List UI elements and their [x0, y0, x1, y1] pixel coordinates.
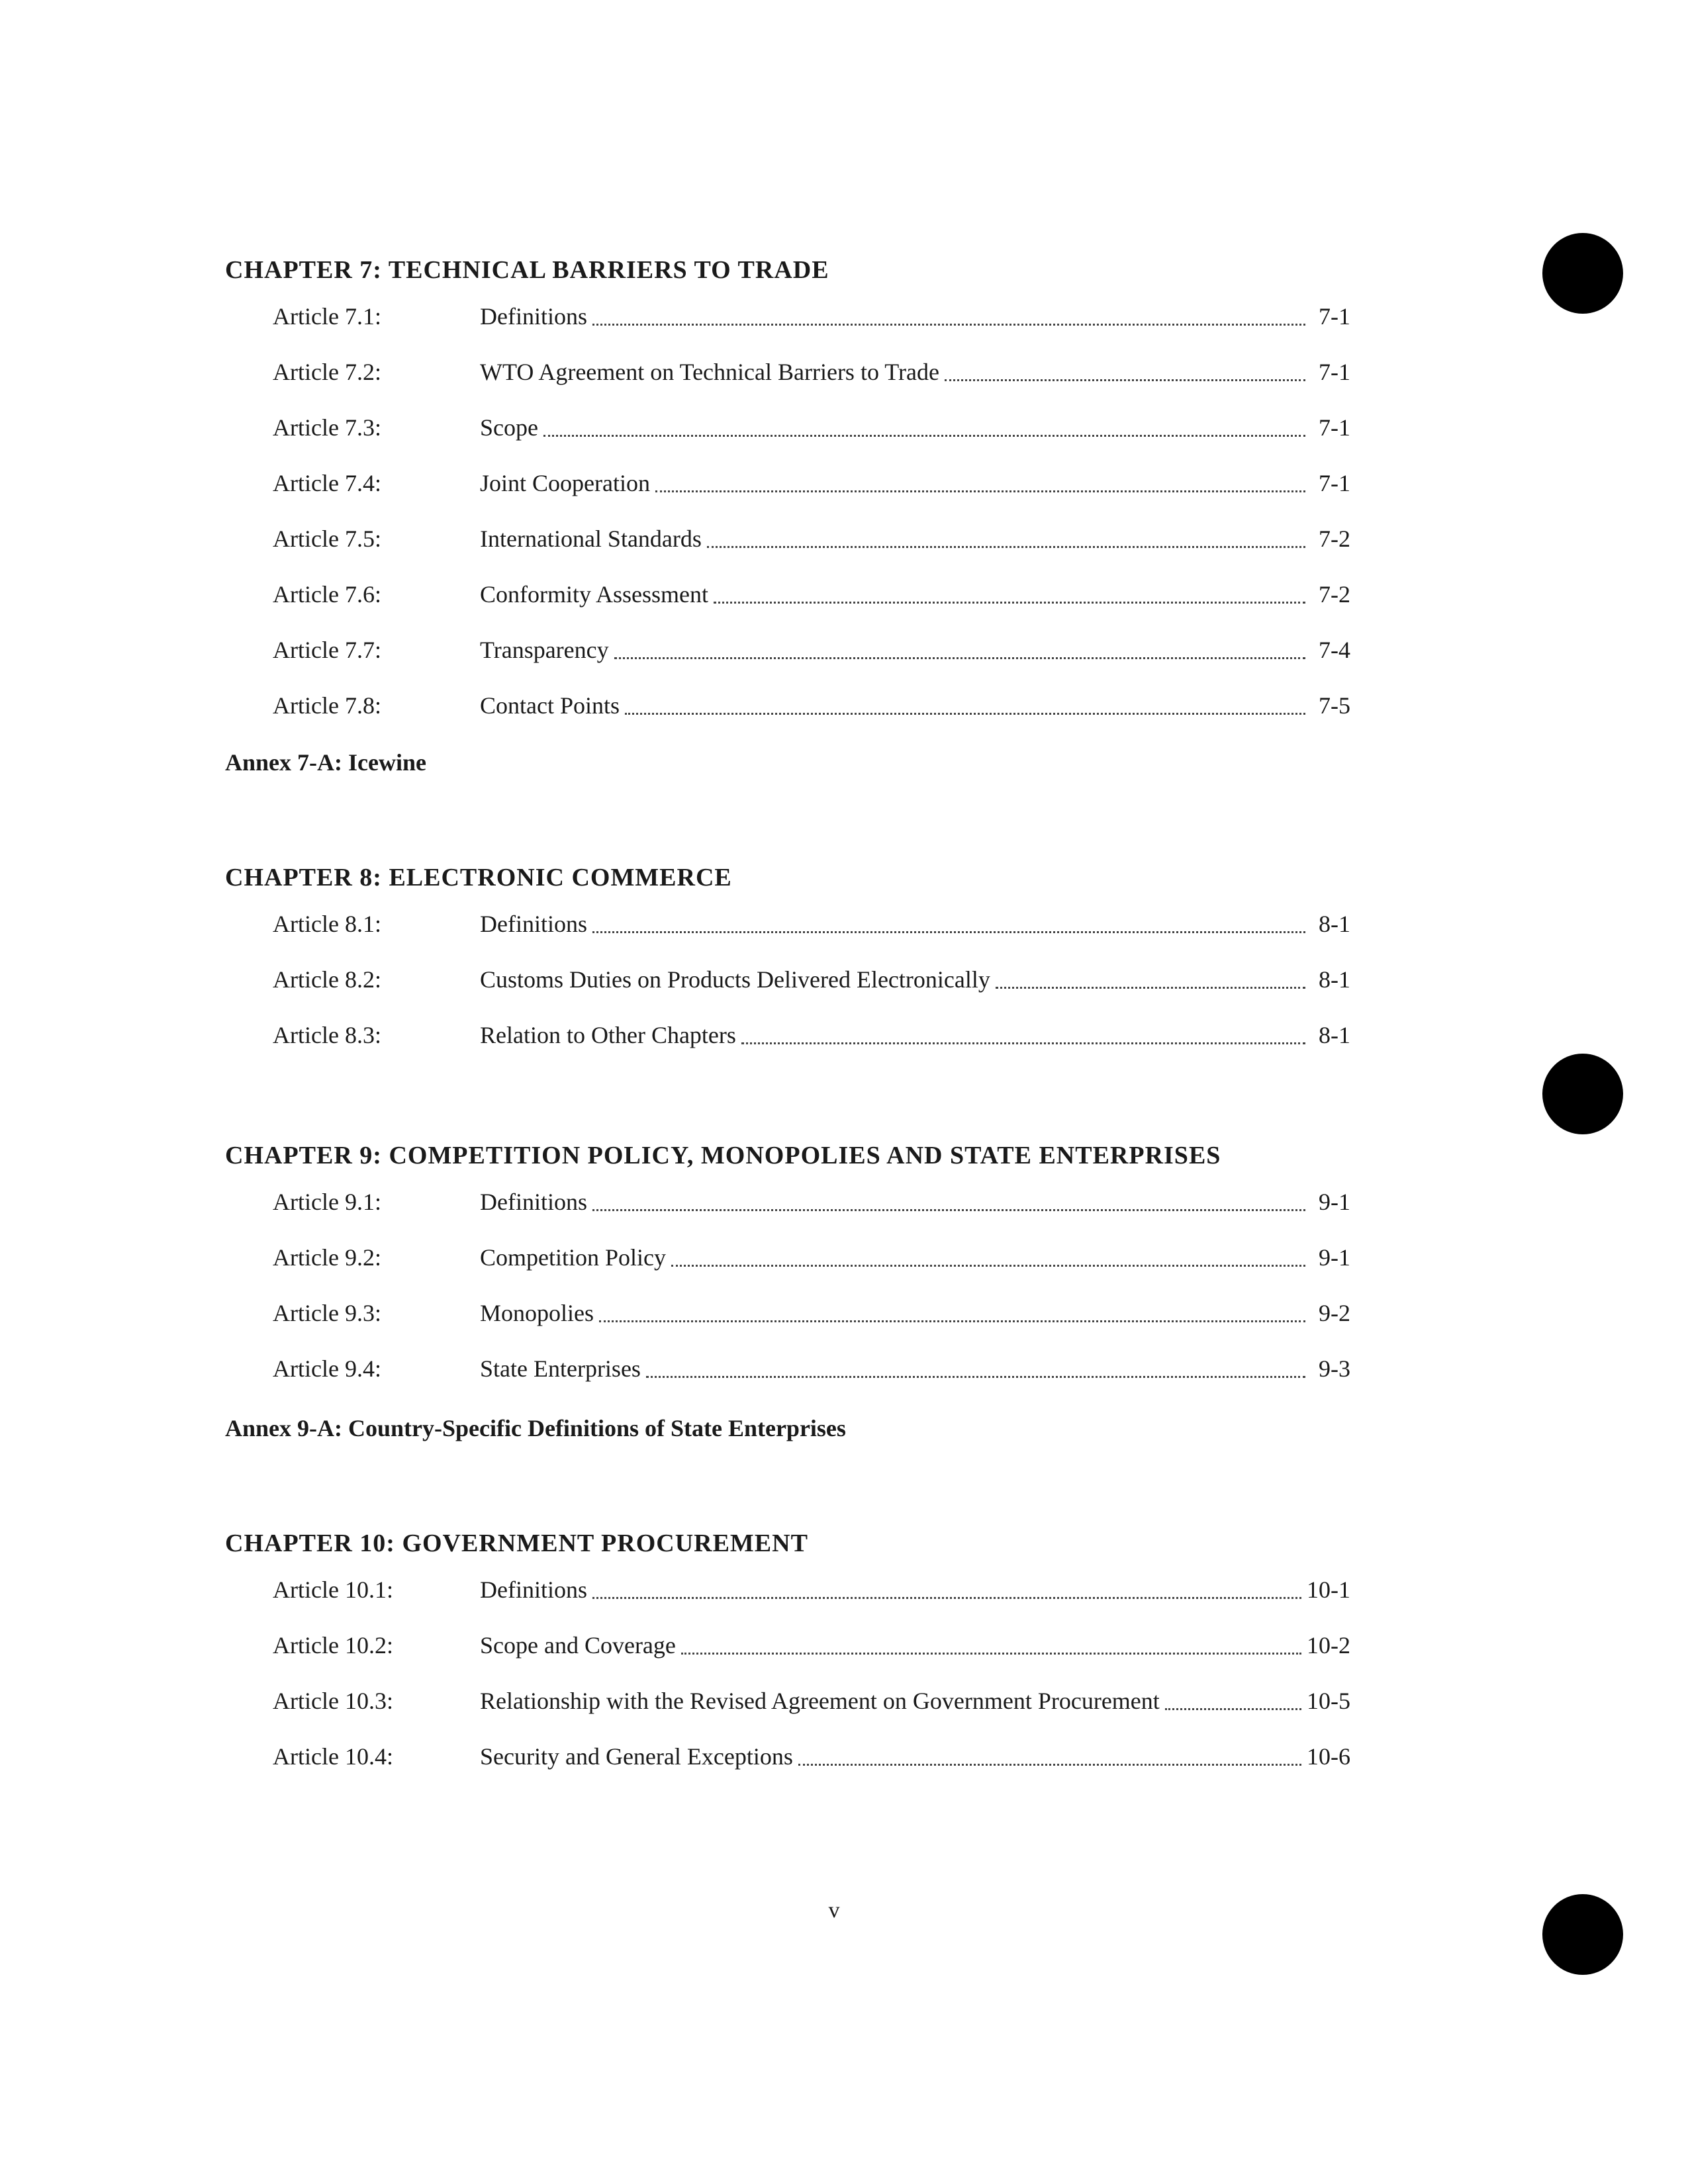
chapter-9-section [225, 1142, 1350, 1411]
toc-entry[interactable] [225, 414, 1350, 470]
page-ref: 7-2 [1319, 525, 1350, 552]
dot-leader [714, 601, 1305, 604]
chapter-10-section [225, 1530, 1350, 1799]
article-title: WTO Agreement on Technical Barriers to Trade [480, 359, 939, 385]
article-title: Monopolies [480, 1300, 594, 1326]
dot-leader [592, 1596, 1301, 1599]
article-title: Definitions [480, 1189, 587, 1215]
page-ref: 8-1 [1319, 966, 1350, 993]
toc-entry[interactable] [225, 1189, 1350, 1244]
article-number: Article 7.4: [273, 470, 381, 496]
article-number: Article 8.3: [273, 1022, 381, 1048]
article-title: Competition Policy [480, 1244, 667, 1271]
page-ref: 9-3 [1319, 1355, 1350, 1382]
article-title: Scope and Coverage [480, 1632, 676, 1659]
article-number: Article 9.2: [273, 1244, 381, 1271]
article-number: Article 7.8: [273, 692, 381, 719]
article-number: Article 10.1: [273, 1576, 393, 1603]
annex-7a-heading[interactable]: Annex 7-A: Icewine [225, 749, 426, 776]
article-number: Article 7.1: [273, 303, 381, 330]
article-number: Article 10.4: [273, 1743, 393, 1770]
article-number: Article 7.6: [273, 581, 381, 608]
toc-entry[interactable] [225, 1688, 1350, 1743]
article-number: Article 9.4: [273, 1355, 381, 1382]
chapter-heading: CHAPTER 10: GOVERNMENT PROCUREMENT [225, 1529, 808, 1557]
toc-entry[interactable] [225, 1576, 1350, 1632]
dot-leader [543, 434, 1305, 437]
article-title: International Standards [480, 525, 702, 552]
article-title: Relation to Other Chapters [480, 1022, 736, 1048]
toc-entry[interactable] [225, 525, 1350, 581]
article-number: Article 10.2: [273, 1632, 393, 1659]
article-title: Customs Duties on Products Delivered Electronically [480, 966, 990, 993]
page-number: v [828, 1898, 840, 1923]
annex-9a-heading[interactable]: Annex 9-A: Country-Specific Definitions of State Enterprises [225, 1415, 846, 1441]
page-ref: 9-1 [1319, 1189, 1350, 1215]
toc-entry[interactable] [225, 1300, 1350, 1355]
dot-leader [599, 1320, 1305, 1322]
article-title: Definitions [480, 911, 587, 937]
page-ref: 8-1 [1319, 1022, 1350, 1048]
article-title: Definitions [480, 1576, 587, 1603]
dot-leader [681, 1652, 1301, 1655]
punch-hole-top [1542, 233, 1623, 314]
article-title: Scope [480, 414, 538, 441]
article-title: Transparency [480, 637, 609, 663]
dot-leader [592, 323, 1305, 326]
article-number: Article 7.2: [273, 359, 381, 385]
punch-hole-middle [1542, 1054, 1623, 1134]
page-ref: 9-2 [1319, 1300, 1350, 1326]
toc-entry[interactable] [225, 692, 1350, 748]
chapter-heading: CHAPTER 8: ELECTRONIC COMMERCE [225, 864, 732, 891]
article-number: Article 10.3: [273, 1688, 393, 1714]
article-number: Article 8.1: [273, 911, 381, 937]
article-number: Article 7.7: [273, 637, 381, 663]
page-ref: 7-1 [1319, 359, 1350, 385]
dot-leader [945, 379, 1305, 381]
dot-leader [1165, 1707, 1301, 1710]
article-title: Joint Cooperation [480, 470, 650, 496]
toc-entry[interactable] [225, 1022, 1350, 1077]
page-ref: 9-1 [1319, 1244, 1350, 1271]
chapter-8-section [225, 864, 1350, 1077]
page-ref: 10-2 [1307, 1632, 1350, 1659]
toc-entry[interactable] [225, 1355, 1350, 1411]
article-title: Security and General Exceptions [480, 1743, 793, 1770]
dot-leader [798, 1763, 1301, 1766]
page-ref: 10-6 [1307, 1743, 1350, 1770]
toc-entry[interactable] [225, 1244, 1350, 1300]
toc-entry[interactable] [225, 470, 1350, 525]
toc-entry[interactable] [225, 637, 1350, 692]
page-ref: 7-1 [1319, 470, 1350, 496]
dot-leader [625, 712, 1305, 715]
article-number: Article 9.3: [273, 1300, 381, 1326]
page-ref: 10-5 [1307, 1688, 1350, 1714]
article-number: Article 8.2: [273, 966, 381, 993]
page-ref: 7-2 [1319, 581, 1350, 608]
article-title: Conformity Assessment [480, 581, 709, 608]
article-number: Article 9.1: [273, 1189, 381, 1215]
dot-leader [741, 1042, 1305, 1044]
article-title: State Enterprises [480, 1355, 641, 1382]
article-title: Definitions [480, 303, 587, 330]
punch-hole-bottom [1542, 1894, 1623, 1975]
article-title: Contact Points [480, 692, 620, 719]
page-ref: 8-1 [1319, 911, 1350, 937]
dot-leader [655, 490, 1305, 492]
article-number: Article 7.5: [273, 525, 381, 552]
article-title: Relationship with the Revised Agreement on Government Procurement [480, 1688, 1160, 1714]
chapter-7-section [225, 257, 1350, 748]
toc-entry[interactable] [225, 1743, 1350, 1799]
toc-entry[interactable] [225, 966, 1350, 1022]
article-number: Article 7.3: [273, 414, 381, 441]
chapter-heading: CHAPTER 9: COMPETITION POLICY, MONOPOLIES AND STATE ENTERPRISES [225, 1142, 1221, 1169]
toc-entry[interactable] [225, 911, 1350, 966]
toc-entry[interactable] [225, 359, 1350, 414]
dot-leader [592, 931, 1305, 933]
page-ref: 7-1 [1319, 303, 1350, 330]
toc-entry[interactable] [225, 581, 1350, 637]
chapter-heading: CHAPTER 7: TECHNICAL BARRIERS TO TRADE [225, 256, 829, 284]
page-ref: 7-4 [1319, 637, 1350, 663]
dot-leader [996, 986, 1305, 989]
dot-leader [614, 657, 1305, 659]
page-ref: 7-5 [1319, 692, 1350, 719]
dot-leader [671, 1264, 1305, 1267]
dot-leader [646, 1375, 1305, 1378]
dot-leader [592, 1208, 1305, 1211]
toc-entry[interactable] [225, 303, 1350, 359]
dot-leader [707, 545, 1305, 548]
page-ref: 7-1 [1319, 414, 1350, 441]
toc-entry[interactable] [225, 1632, 1350, 1688]
page-ref: 10-1 [1307, 1576, 1350, 1603]
